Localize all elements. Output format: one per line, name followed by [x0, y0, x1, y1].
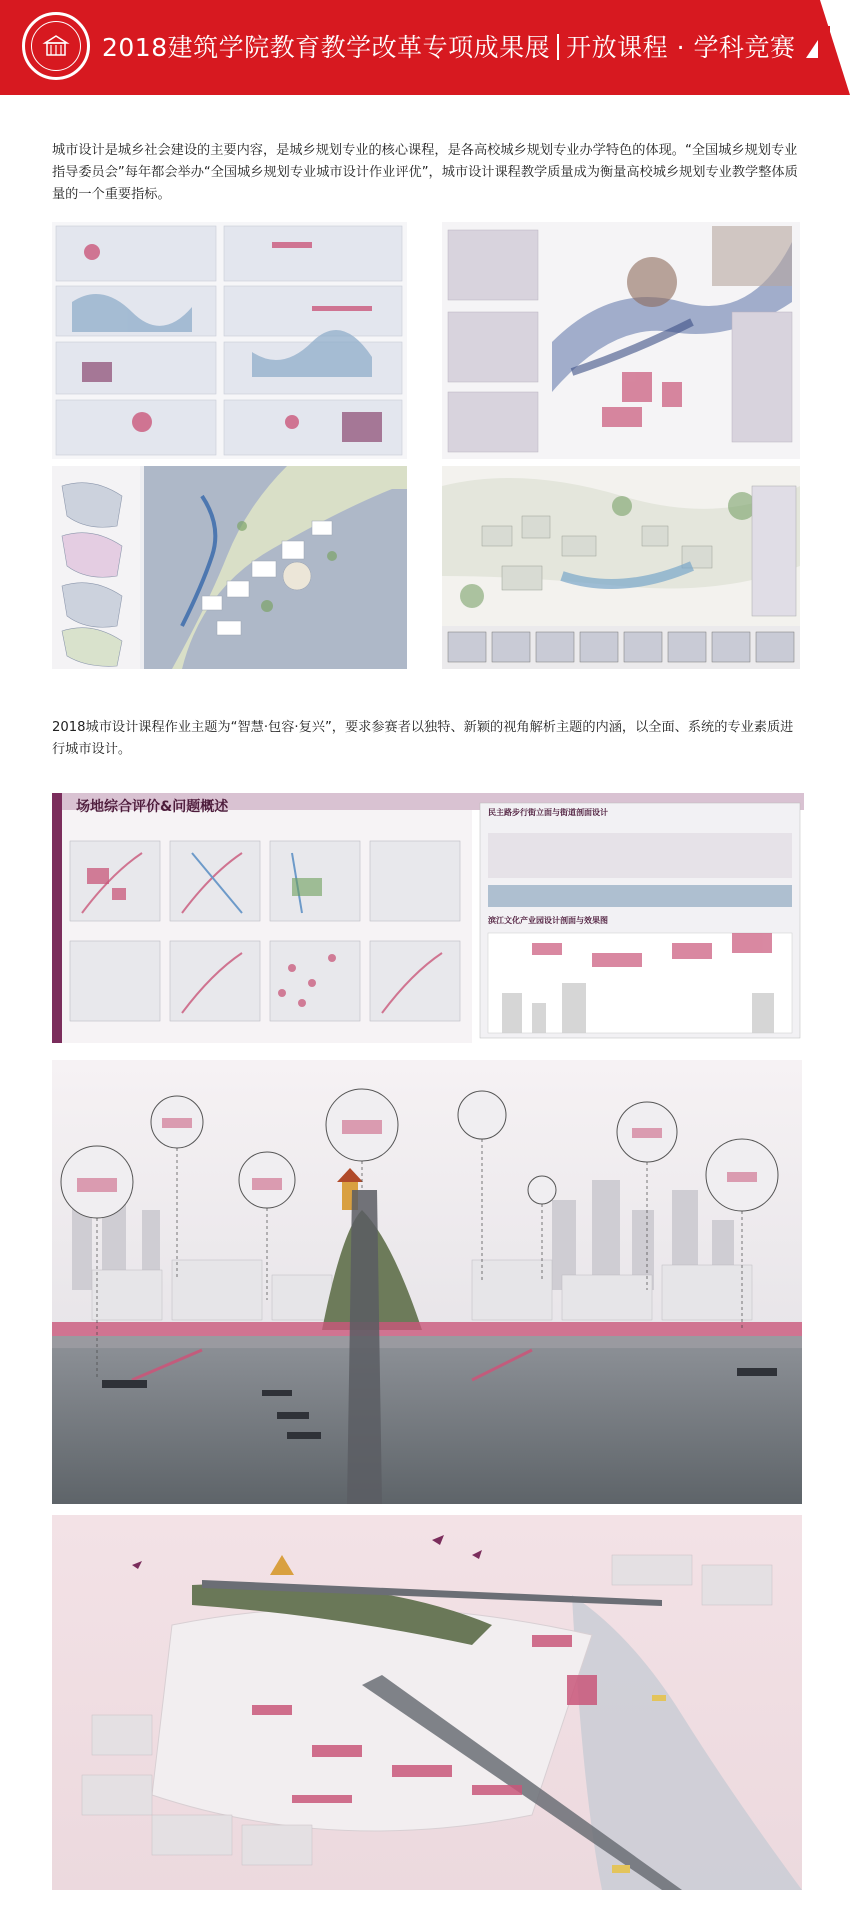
- poster-sheet-concept-top-right: [442, 222, 800, 459]
- header-banner: [0, 0, 850, 95]
- brand-a-logo-icon: [768, 18, 838, 95]
- poster-sheet-analysis-top-left: [52, 222, 407, 459]
- board-title: 场地综合评价&问题概述: [76, 799, 229, 815]
- theme-paragraph: 2018城市设计课程作业主题为“智慧·包容·复兴”，要求参赛者以独特、新颖的视角解析主题的内涵，以全面、系统的专业素质进行城市设计。: [52, 720, 794, 757]
- poster-sheet-aerial-right: [442, 466, 800, 669]
- page-title: [102, 28, 795, 64]
- title-main: 2018建筑学院教育教学改革专项成果展: [102, 33, 551, 62]
- title-sub: 开放课程 · 学科竞赛: [566, 33, 796, 62]
- poster-board-site-evaluation: [52, 793, 804, 1043]
- poster-sheet-masterplan-left: [52, 466, 407, 669]
- section-title-street: 民主路步行街立面与街道剖面设计: [488, 808, 608, 817]
- poster-riverfront-perspective: [52, 1060, 802, 1504]
- university-seal-icon: [22, 12, 90, 80]
- intro-paragraph: 城市设计是城乡社会建设的主要内容，是城乡规划专业的核心课程，是各高校城乡规划专业办学特色的体现。“全国城乡规划专业指导委员会”每年都会举办“全国城乡规划专业城市设计作业评优”，城市设计课程教学质量成为衡量高校城乡规划专业教学整体质量的一个重要指标。: [52, 143, 798, 202]
- section-title-riverside: 滨江文化产业园设计剖面与效果图: [488, 916, 608, 925]
- title-divider: [557, 34, 559, 60]
- poster-aerial-overview: [52, 1515, 802, 1890]
